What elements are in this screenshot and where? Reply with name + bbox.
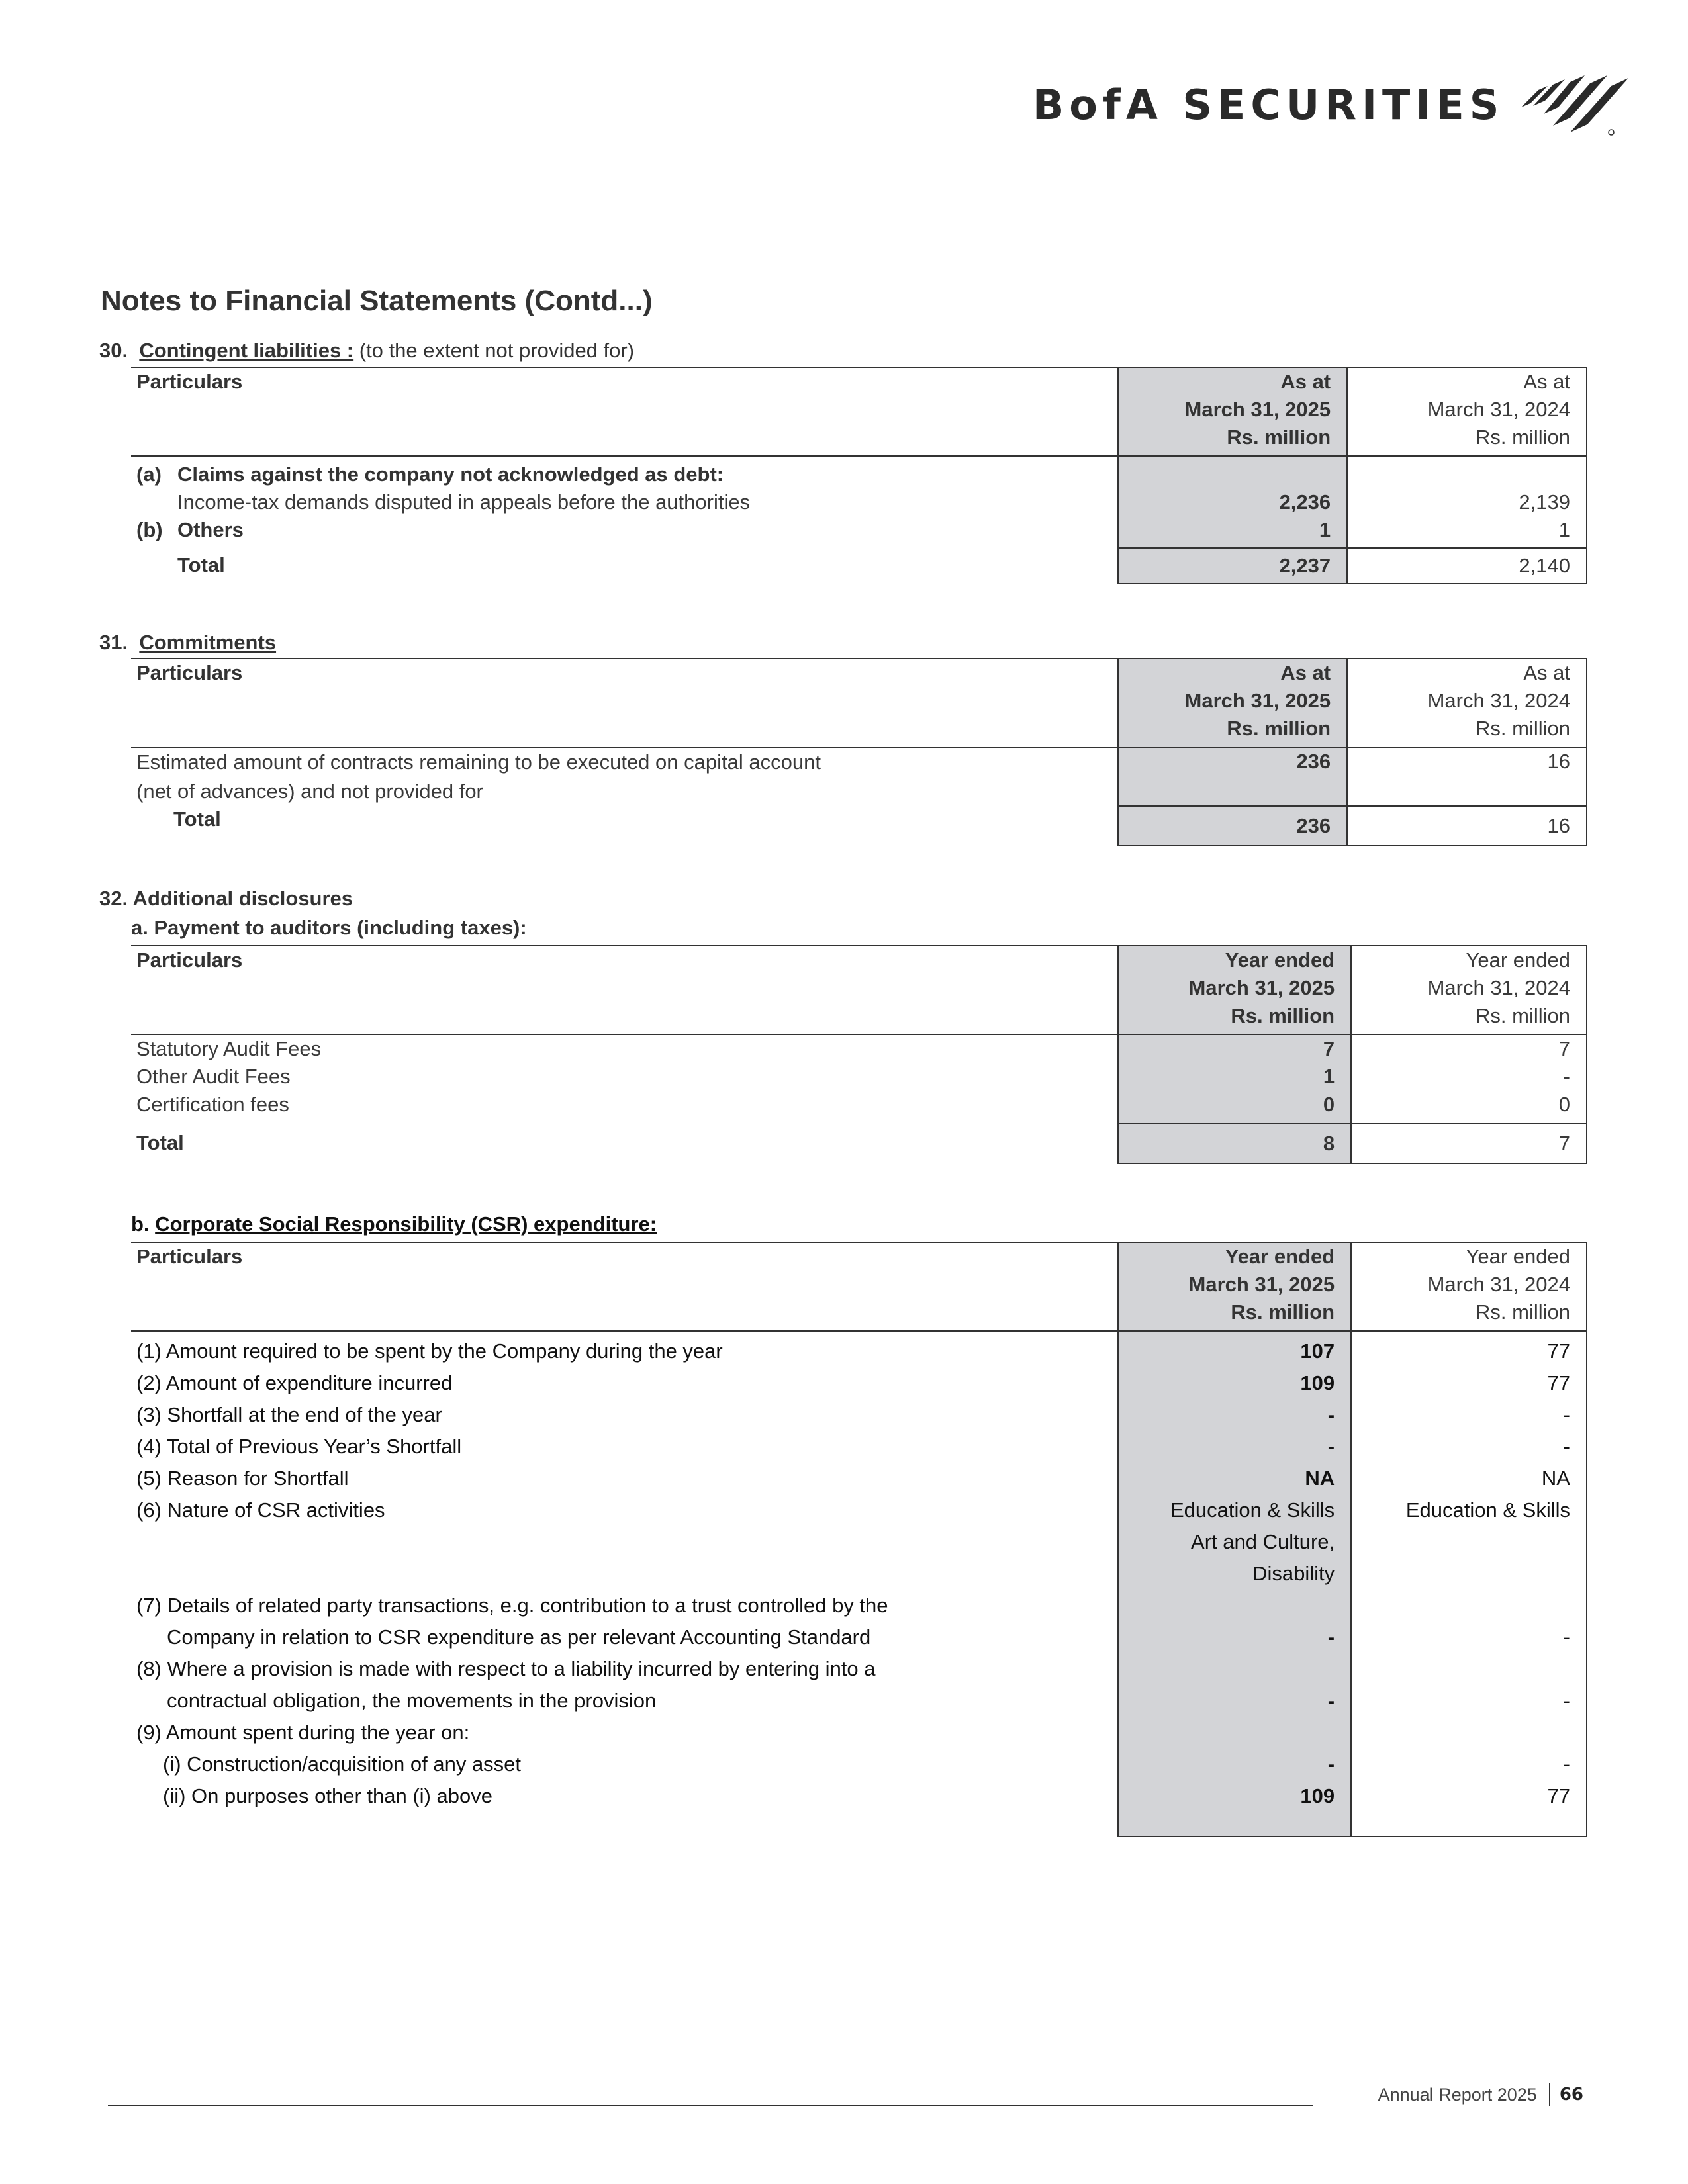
value-2025: 2,236	[1118, 488, 1347, 516]
footer-rule	[108, 2105, 1313, 2106]
page-number: 66	[1559, 2085, 1583, 2105]
row-label-cont: (net of advances) and not provided for	[136, 780, 483, 803]
total-2024: 16	[1347, 806, 1587, 846]
value-2024	[1351, 1590, 1587, 1621]
value-2025: -	[1118, 1685, 1351, 1717]
col-2024-header: As at March 31, 2024 Rs. million	[1347, 659, 1587, 747]
value-2025	[1118, 1590, 1351, 1621]
table-row	[131, 1558, 1587, 1590]
table-row	[131, 1621, 1587, 1653]
table-row	[131, 1063, 1587, 1091]
particulars-header: Particulars	[131, 946, 1118, 1034]
value-2025: 1	[1118, 516, 1347, 548]
page-title: Notes to Financial Statements (Contd...)	[101, 285, 653, 317]
value-2024: 77	[1351, 1331, 1587, 1367]
particulars-header: Particulars	[131, 659, 1118, 747]
row-label	[131, 1558, 1118, 1590]
value-2024	[1351, 1558, 1587, 1590]
col-2025-header: As at March 31, 2025 Rs. million	[1118, 367, 1347, 456]
value-2025: -	[1118, 1399, 1351, 1431]
table-row	[131, 1526, 1587, 1558]
total-2024: 2,140	[1347, 548, 1587, 584]
table-row	[131, 1463, 1587, 1494]
footer-report: Annual Report 2025	[1378, 2084, 1537, 2105]
row-label	[131, 1526, 1118, 1558]
value-2025: -	[1118, 1621, 1351, 1653]
value-2024: 1	[1347, 516, 1587, 548]
value-2024: 16	[1347, 747, 1587, 806]
value-2025: 1	[1118, 1063, 1351, 1091]
value-2024: 0	[1351, 1091, 1587, 1124]
row-label: (8) Where a provision is made with respect to a liability incurred by entering into a	[136, 1657, 876, 1680]
value-2024: 77	[1351, 1780, 1587, 1837]
row-label: Others	[177, 518, 244, 541]
table-row	[131, 1091, 1587, 1124]
value-2024: -	[1351, 1621, 1587, 1653]
table-row	[131, 1399, 1587, 1431]
footer	[1378, 2083, 1583, 2106]
row-label: (5) Reason for Shortfall	[136, 1467, 349, 1490]
value-2024	[1351, 1717, 1587, 1749]
row-label: (6) Nature of CSR activities	[136, 1498, 385, 1522]
particulars-header: Particulars	[131, 367, 1118, 456]
value-2024: 77	[1351, 1367, 1587, 1399]
value-2024: Education & Skills	[1351, 1494, 1587, 1526]
note31-title: Commitments	[139, 631, 277, 654]
row-label: (2) Amount of expenditure incurred	[136, 1371, 453, 1394]
table-row	[131, 1034, 1587, 1063]
row-label: (7) Details of related party transactions, e.g. contribution to a trust controlled by the	[136, 1594, 888, 1617]
value-2024: -	[1351, 1749, 1587, 1780]
note30-title: Contingent liabilities :	[139, 339, 354, 362]
total-label: Total	[177, 553, 225, 576]
total-2024: 7	[1351, 1124, 1587, 1163]
value-2025: NA	[1118, 1463, 1351, 1494]
total-label: Total	[173, 807, 221, 831]
value-2025: 7	[1118, 1034, 1351, 1063]
value-2025: 107	[1118, 1331, 1351, 1367]
value-2024	[1351, 1526, 1587, 1558]
row-marker: (a)	[136, 463, 162, 486]
value-2025: 109	[1118, 1367, 1351, 1399]
value-2024: -	[1351, 1685, 1587, 1717]
table-row	[131, 1367, 1587, 1399]
row-label: contractual obligation, the movements in the provision	[167, 1689, 657, 1712]
total-2025: 2,237	[1118, 548, 1347, 584]
note32a-heading: a. Payment to auditors (including taxes):	[131, 916, 527, 939]
value-2025: 0	[1118, 1091, 1351, 1124]
value-2024: -	[1351, 1063, 1587, 1091]
value-2024: 7	[1351, 1034, 1587, 1063]
row-label: Other Audit Fees	[136, 1065, 291, 1088]
note31-heading	[99, 631, 276, 655]
note32b-prefix: b.	[131, 1212, 150, 1236]
row-label: Estimated amount of contracts remaining to be executed on capital account	[136, 751, 821, 774]
total-label: Total	[136, 1131, 184, 1154]
note32-heading: 32. Additional disclosures	[99, 887, 353, 910]
table-row	[131, 747, 1587, 806]
row-label: Certification fees	[136, 1093, 289, 1116]
value-2024: -	[1351, 1399, 1587, 1431]
table-row	[131, 516, 1587, 548]
value-2025: Education & Skills	[1118, 1494, 1351, 1526]
total-row	[131, 806, 1587, 846]
table-row	[131, 456, 1587, 488]
note32b-heading	[131, 1212, 657, 1236]
row-label: Income-tax demands disputed in appeals before the authorities	[177, 490, 751, 514]
note30-subtitle: (to the extent not provided for)	[359, 339, 635, 362]
note30-table	[131, 367, 1587, 584]
value-2024	[1347, 456, 1587, 488]
table-row	[131, 1590, 1587, 1621]
table-row	[131, 1653, 1587, 1685]
auditor-payment-table	[131, 945, 1587, 1164]
col-2025-header: Year ended March 31, 2025 Rs. million	[1118, 946, 1351, 1034]
col-2025-header: As at March 31, 2025 Rs. million	[1118, 659, 1347, 747]
total-2025: 236	[1118, 806, 1347, 846]
row-label: Claims against the company not acknowledged as debt:	[177, 463, 724, 486]
row-label: (9) Amount spent during the year on:	[136, 1721, 470, 1744]
note30-heading	[99, 339, 634, 363]
value-2024: 2,139	[1347, 488, 1587, 516]
footer-separator	[1549, 2083, 1550, 2106]
row-label: (3) Shortfall at the end of the year	[136, 1403, 442, 1426]
table-row	[131, 1780, 1587, 1837]
particulars-header: Particulars	[131, 1242, 1118, 1331]
csr-table	[131, 1242, 1587, 1837]
table-row	[131, 1685, 1587, 1717]
total-row	[131, 1124, 1587, 1163]
value-2025: 236	[1118, 747, 1347, 806]
value-2025: Disability	[1118, 1558, 1351, 1590]
value-2024: NA	[1351, 1463, 1587, 1494]
table-row	[131, 488, 1587, 516]
col-2024-header: As at March 31, 2024 Rs. million	[1347, 367, 1587, 456]
value-2025: -	[1118, 1431, 1351, 1463]
row-label: Statutory Audit Fees	[136, 1037, 322, 1060]
bofa-securities-logo	[1033, 71, 1631, 138]
note30-number: 30.	[99, 339, 128, 362]
total-row	[131, 548, 1587, 584]
logo-text: BofA SECURITIES	[1033, 80, 1505, 129]
row-label: (1) Amount required to be spent by the Company during the year	[136, 1340, 723, 1363]
row-marker: (b)	[136, 518, 163, 541]
table-row	[131, 1717, 1587, 1749]
value-2025	[1118, 456, 1347, 488]
value-2025	[1118, 1653, 1351, 1685]
value-2025: -	[1118, 1749, 1351, 1780]
row-label: (ii) On purposes other than (i) above	[163, 1784, 492, 1807]
table-row	[131, 1494, 1587, 1526]
note31-number: 31.	[99, 631, 128, 654]
table-row	[131, 1749, 1587, 1780]
table-row	[131, 1431, 1587, 1463]
col-2025-header: Year ended March 31, 2025 Rs. million	[1118, 1242, 1351, 1331]
col-2024-header: Year ended March 31, 2024 Rs. million	[1351, 946, 1587, 1034]
flag-mark-icon	[1519, 71, 1631, 138]
total-2025: 8	[1118, 1124, 1351, 1163]
note32b-title: Corporate Social Responsibility (CSR) expenditure:	[155, 1212, 657, 1236]
value-2024: -	[1351, 1431, 1587, 1463]
note31-table	[131, 658, 1587, 846]
value-2024	[1351, 1653, 1587, 1685]
col-2024-header: Year ended March 31, 2024 Rs. million	[1351, 1242, 1587, 1331]
table-row	[131, 1331, 1587, 1367]
value-2025: 109	[1118, 1780, 1351, 1837]
row-label: (i) Construction/acquisition of any asset	[163, 1752, 522, 1776]
value-2025: Art and Culture,	[1118, 1526, 1351, 1558]
row-label: Company in relation to CSR expenditure as per relevant Accounting Standard	[167, 1625, 871, 1649]
row-label: (4) Total of Previous Year’s Shortfall	[136, 1435, 462, 1458]
value-2025	[1118, 1717, 1351, 1749]
